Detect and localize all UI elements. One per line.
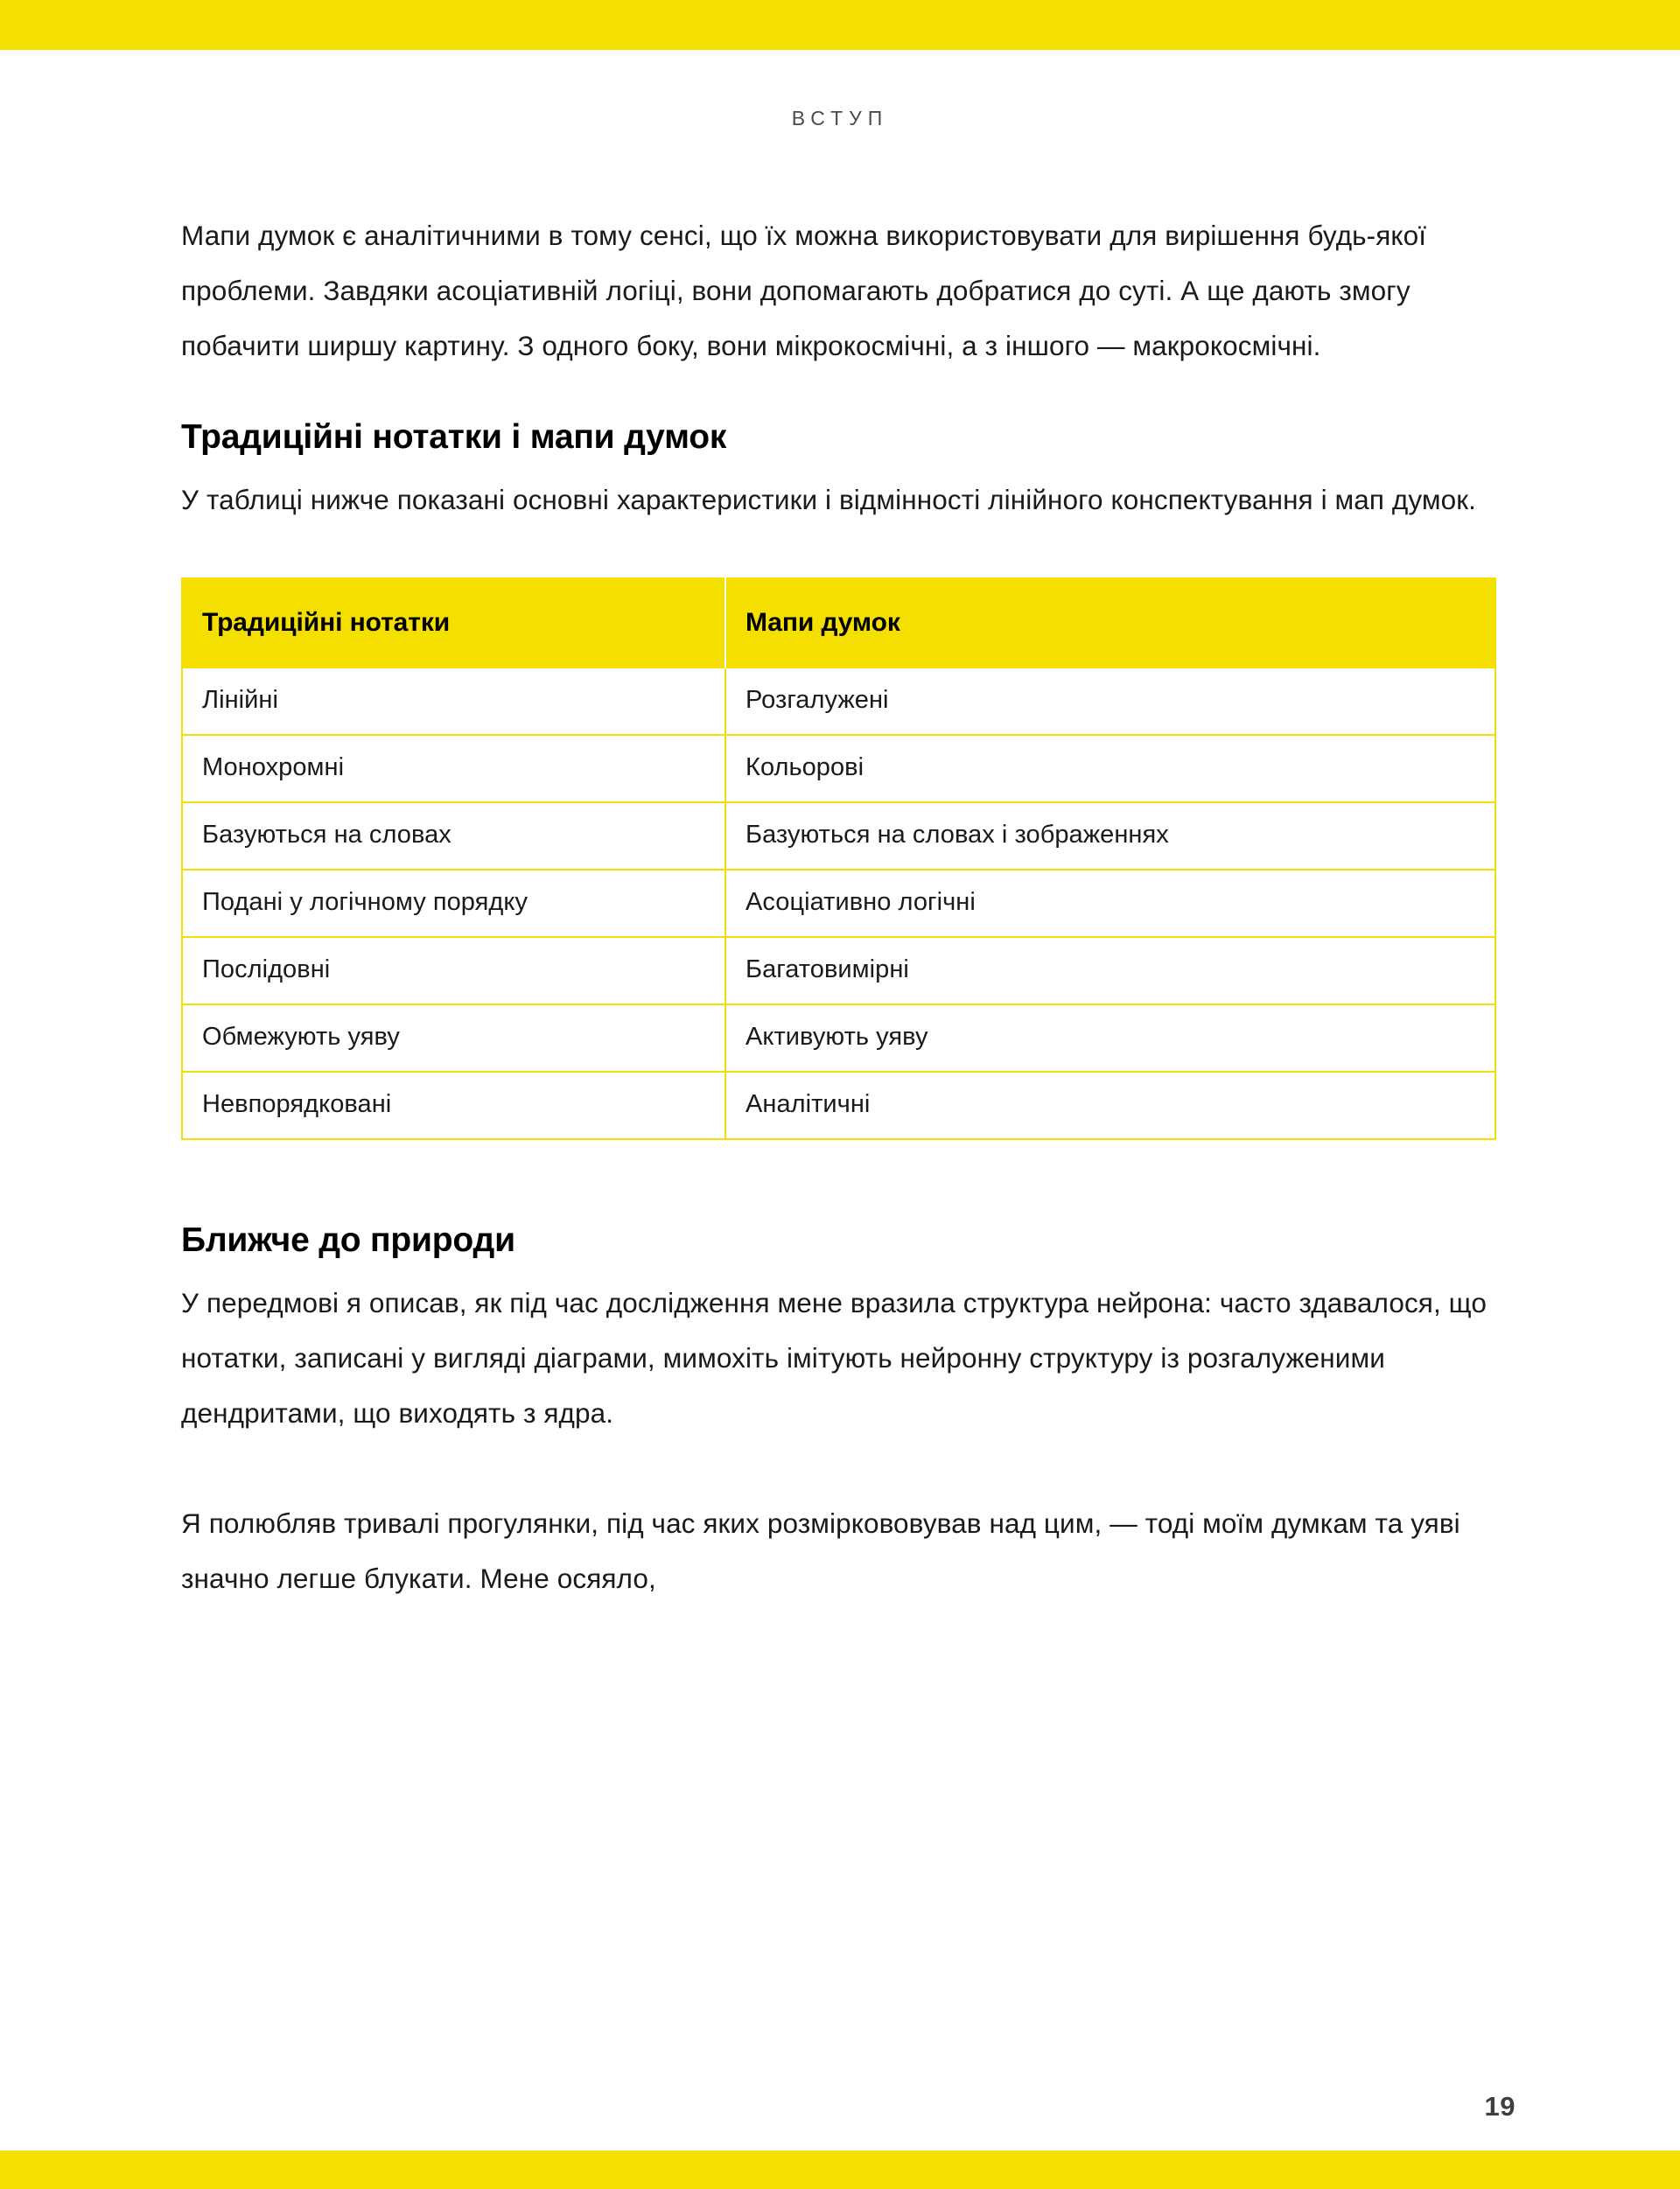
section-heading-traditional-notes: Традиційні нотатки і мапи думок bbox=[181, 418, 727, 456]
intro-paragraph: Мапи думок є аналітичними в тому сенсі, що їх можна використовувати для вирішення будь-якої проблеми. Завдяки асоціативній логіці, вони допомагають добратися до суті. А ще дають змогу побачити ширшу картину. З одного боку, вони мікрокосмічні, а з іншого — макрокосмічні. bbox=[181, 220, 1427, 361]
table-cell-traditional: Лінійні bbox=[182, 668, 725, 735]
table-cell-traditional: Базуються на словах bbox=[182, 802, 725, 870]
table-cell-mindmap: Кольорові bbox=[725, 735, 1495, 802]
comparison-table bbox=[181, 577, 1496, 1140]
table-cell-mindmap: Багатовимірні bbox=[725, 937, 1495, 1004]
table-row bbox=[182, 668, 1495, 735]
table-column-header-mindmaps: Мапи думок bbox=[725, 578, 1495, 668]
spacer bbox=[181, 458, 1500, 472]
comparison-table-wrapper bbox=[181, 577, 1500, 1140]
table-row bbox=[182, 1004, 1495, 1072]
table-cell-traditional: Обмежують уяву bbox=[182, 1004, 725, 1072]
table-row bbox=[182, 802, 1495, 870]
table-header-row bbox=[182, 578, 1495, 668]
section-one-paragraph: У таблиці нижче показані основні характеристики і відмінності лінійного конспектування і мап думок. bbox=[181, 484, 1476, 515]
table-cell-traditional: Подані у логічному порядку bbox=[182, 870, 725, 937]
spacer bbox=[181, 374, 1500, 416]
table-cell-traditional: Невпорядковані bbox=[182, 1072, 725, 1139]
table-header bbox=[182, 578, 1495, 668]
top-accent-band bbox=[0, 0, 1680, 50]
table-row bbox=[182, 1072, 1495, 1139]
section-two-paragraph-two: Я полюбляв тривалі прогулянки, під час яких розміркововував над цим, — тоді моїм думкам та уяві значно легше блукати. Мене осяяло, bbox=[181, 1507, 1460, 1594]
page-content bbox=[181, 208, 1500, 1606]
paragraph-spacer bbox=[181, 1441, 1500, 1496]
table-cell-traditional: Монохромні bbox=[182, 735, 725, 802]
table-row bbox=[182, 870, 1495, 937]
table-cell-mindmap: Активують уяву bbox=[725, 1004, 1495, 1072]
table-column-header-traditional: Традиційні нотатки bbox=[182, 578, 725, 668]
table-row bbox=[182, 937, 1495, 1004]
table-row bbox=[182, 735, 1495, 802]
page-number: 19 bbox=[1484, 2091, 1516, 2122]
table-body bbox=[182, 668, 1495, 1139]
spacer bbox=[181, 1140, 1500, 1219]
table-cell-mindmap: Аналітичні bbox=[746, 1090, 871, 1118]
table-cell-mindmap: Асоціативно логічні bbox=[725, 870, 1495, 937]
spacer bbox=[181, 1262, 1500, 1276]
section-two-paragraph-one: У передмові я описав, як під час дослідження мене вразила структура нейрона: часто здавалося, що нотатки, записані у вигляді діаграми, мимохіть імітують нейронну структуру із розгалуженими дендритами, що виходять з ядра. bbox=[181, 1287, 1487, 1429]
table-cell-mindmap: Базуються на словах і зображеннях bbox=[725, 802, 1495, 870]
table-cell-traditional: Послідовні bbox=[182, 937, 725, 1004]
section-heading-closer-to-nature: Ближче до природи bbox=[181, 1221, 515, 1259]
running-head: ВСТУП bbox=[791, 107, 889, 129]
bottom-accent-band bbox=[0, 2151, 1680, 2189]
table-cell-mindmap: Розгалужені bbox=[725, 668, 1495, 735]
